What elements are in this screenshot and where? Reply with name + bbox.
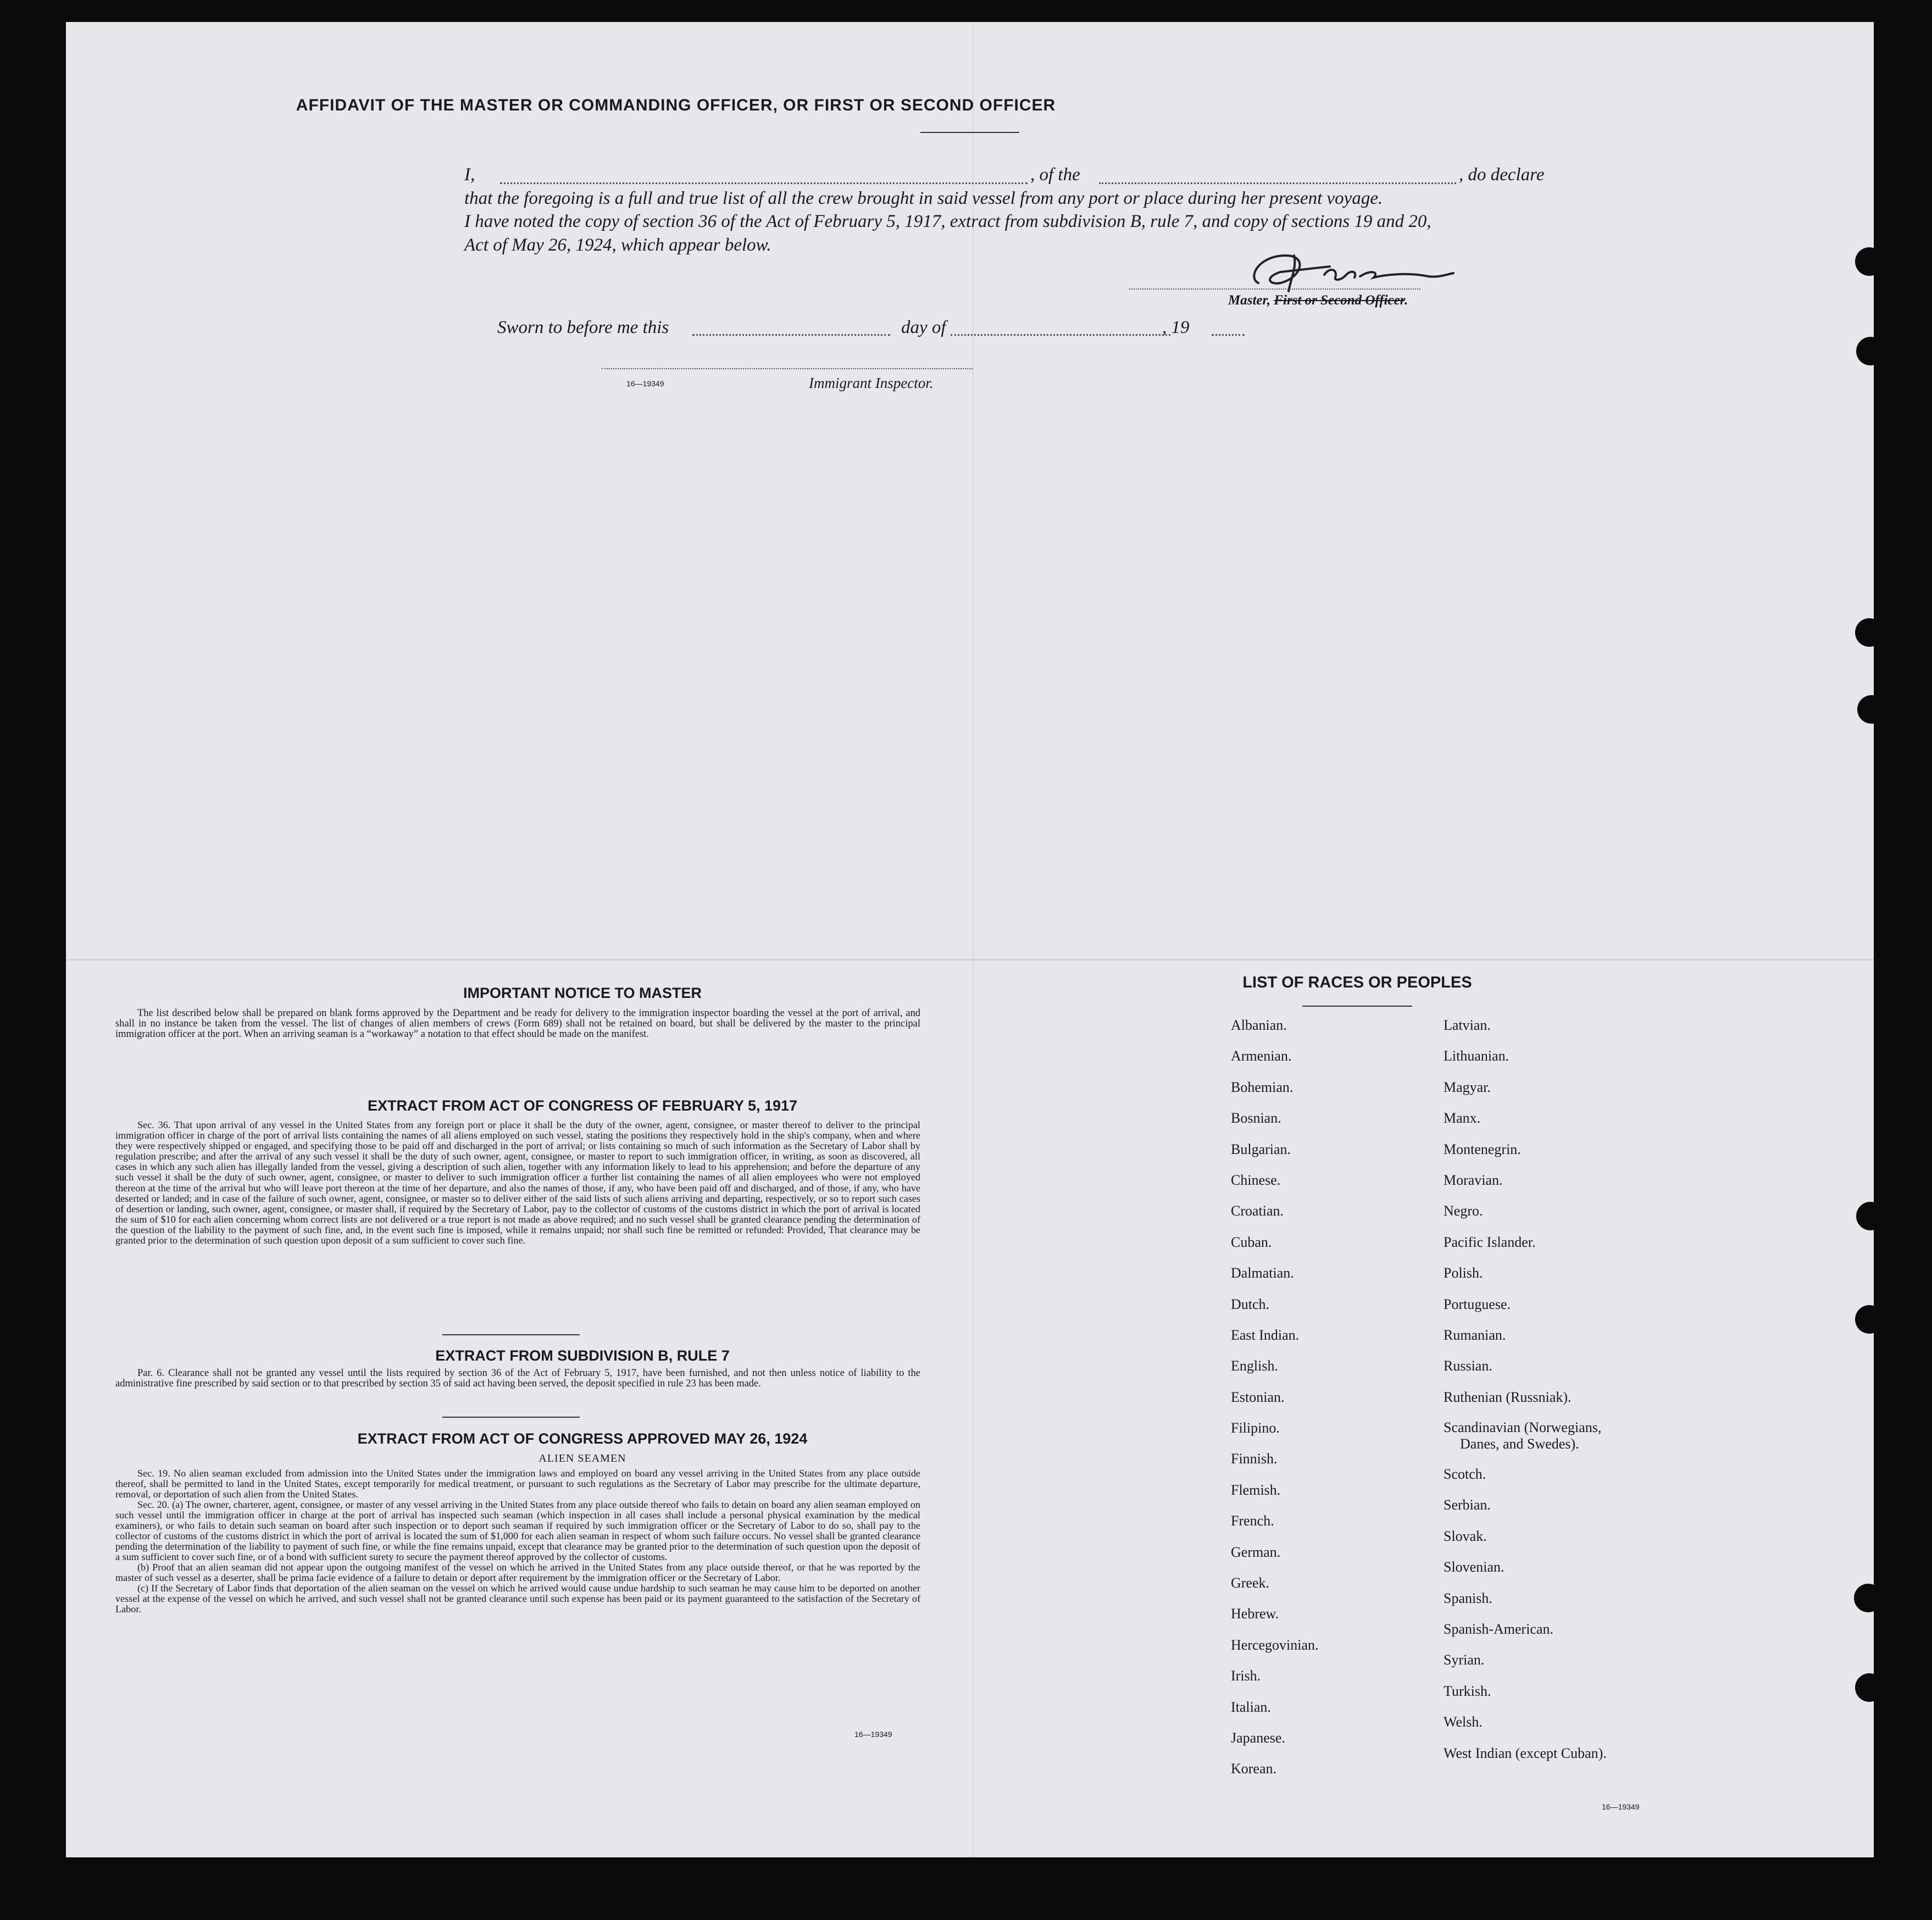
fold-line-horizontal (66, 959, 1874, 961)
sworn-day-blank (692, 334, 890, 336)
affidavit-form-number: 16—19349 (626, 379, 664, 388)
race-item: Greek. (1231, 1575, 1270, 1591)
race-item: Slovenian. (1444, 1559, 1504, 1575)
race-item: Filipino. (1231, 1420, 1280, 1436)
race-item: Japanese. (1231, 1729, 1285, 1746)
race-item: Magyar. (1444, 1079, 1491, 1095)
notice-text: The list described below shall be prepared on blank forms approved by the Department and be ready for delivery to the immigration inspector boarding the vessel at the port of arrival, and shall in no instance be taken from the vessel. The list of changes of alien members of crews (Form 689) shall not be retained on board, but shall be delivered by the master to the principal immigration officer at the port. When an arriving seaman is a “workaway” a notation to that effect should be made on the manifest. (115, 1008, 920, 1040)
affidavit-statement-line-1: that the foregoing is a full and true list of all the crew brought in said vessel from any port or place during her present voyage. (464, 188, 1383, 208)
races-title: LIST OF RACES OR PEOPLES (1242, 974, 1472, 991)
extract-1924-form-number: 16—19349 (854, 1730, 892, 1739)
sworn-day-of: day of (901, 318, 946, 337)
section-rule (442, 1334, 580, 1335)
race-item: West Indian (except Cuban). (1444, 1745, 1607, 1761)
punch-hole (1855, 1673, 1874, 1702)
notice-title: IMPORTANT NOTICE TO MASTER (463, 985, 702, 1001)
extract-1924-title: EXTRACT FROM ACT OF CONGRESS APPROVED MAY 26, 1924 (357, 1430, 808, 1447)
punch-hole (1856, 337, 1874, 365)
race-item: Serbian. (1444, 1497, 1491, 1513)
race-item: Irish. (1231, 1668, 1261, 1684)
race-item: Pacific Islander. (1444, 1234, 1536, 1250)
race-item: Albanian. (1231, 1017, 1287, 1033)
race-item: Lithuanian. (1444, 1048, 1509, 1064)
punch-hole (1855, 247, 1874, 276)
section-rule (442, 1417, 580, 1418)
race-item: Scandinavian (Norwegians, Danes, and Swedes). (1444, 1419, 1602, 1452)
race-item: Manx. (1444, 1110, 1481, 1127)
affidavit-statement-line-3: Act of May 26, 1924, which appear below. (464, 235, 771, 255)
race-item: Rumanian. (1444, 1327, 1506, 1343)
affidavit-do-declare: , do declare (1459, 165, 1545, 185)
sworn-year-blank (1212, 334, 1245, 336)
sworn-year-prefix: , 19 (1162, 318, 1190, 337)
race-item: Montenegrin. (1444, 1141, 1521, 1157)
race-item: Armenian. (1231, 1048, 1292, 1064)
race-item: Spanish-American. (1444, 1621, 1554, 1638)
punch-hole (1854, 1584, 1874, 1612)
race-item: Italian. (1231, 1699, 1271, 1715)
race-item: Korean. (1231, 1761, 1277, 1777)
race-item: Portuguese. (1444, 1296, 1511, 1312)
race-item: Syrian. (1444, 1652, 1485, 1668)
punch-hole (1856, 1202, 1874, 1230)
affidavit-of-the: , of the (1030, 165, 1080, 185)
race-item: Hebrew. (1231, 1606, 1279, 1622)
punch-hole (1857, 695, 1874, 724)
inspector-blank (602, 368, 973, 369)
race-item: Dutch. (1231, 1296, 1270, 1312)
race-item: Bohemian. (1231, 1079, 1293, 1095)
affidavit-i-prefix: I, (464, 165, 475, 185)
races-title-rule (1302, 1006, 1412, 1007)
rule7-text: Par. 6. Clearance shall not be granted any vessel until the lists required by section 36 of the Act of February 5, 1917, have been furnished, and not then unless notice of liability to the administrative fine prescribed by said section or to that prescribed by section 35 of said act having been served, the deposit specified in rule 23 has been made. (115, 1368, 920, 1389)
race-item: Bosnian. (1231, 1110, 1281, 1127)
race-item: Finnish. (1231, 1451, 1278, 1467)
extract-1917-title: EXTRACT FROM ACT OF CONGRESS OF FEBRUARY 5, 1917 (367, 1097, 798, 1114)
signature-caption: Master, First or Second Officer. (1228, 293, 1408, 308)
race-item: Bulgarian. (1231, 1141, 1291, 1157)
title-rule (920, 132, 1019, 133)
race-item: Polish. (1444, 1265, 1483, 1281)
race-item: Moravian. (1444, 1172, 1503, 1188)
extract-1924-text: Sec. 19. No alien seaman excluded from admission into the United States under the immigration laws and employed on board any vessel arriving in the United States from any place outside thereof, shall be permitted to land in the United States, except temporarily for medical treatment, or pursuant to such regulations as the Secretary of Labor may prescribe for the ultimate departure, removal, or deportation of such alien from the United States. Sec. 20. (a) The owner, charterer, agent, consignee, or master of any vessel arriving in the United States from any place outside thereof who fails to detain on board any alien seaman employed on such vessel until the immigration officer in charge at the port of arrival has inspected such seaman (which inspection in all cases shall include a personal physical examination by the medical examiners), or who fails to detain such seaman on board after such inspection or to deport such seaman if required by such immigration officer or the Secretary of Labor to do so, shall pay to the collector of customs of the customs district in which the port of arrival is located the sum of $1,000 for each alien seaman in respect of whom such failure occurs. No vessel shall be granted clearance pending the determination of the liability to payment of such fine, or while the fine remains unpaid, except that clearance may be granted prior to the determination of such question upon the deposit of a sum sufficient to cover such fine, or of a bond with sufficient surety to secure the payment thereof approved by the collector of customs. (b) Proof that an alien seaman did not appear upon the outgoing manifest of the vessel on which he arrived in the United States from any place outside thereof, or that he was reported by the master of such vessel as a deserter, shall be prima facie evidence of a failure to detain or deport after requirement by the immigration officer or the Secretary of Labor. (c) If the Secretary of Labor finds that deportation of the alien seaman on the vessel on which he arrived would cause undue hardship to such seaman he may cause him to be deported on another vessel at the expense of the vessel on which he arrived, and such vessel shall not be granted clearance until such expense has been paid or its payment guaranteed to the satisfaction of the Secretary of Labor. (115, 1468, 920, 1614)
race-item: Welsh. (1444, 1714, 1483, 1730)
document-page (66, 22, 1874, 1857)
punch-hole (1855, 618, 1874, 647)
rule7-title: EXTRACT FROM SUBDIVISION B, RULE 7 (435, 1347, 730, 1364)
signature-blank (1129, 288, 1420, 290)
race-item: Slovak. (1444, 1528, 1487, 1544)
races-right-column (1444, 1017, 1607, 1775)
race-item: East Indian. (1231, 1327, 1300, 1343)
extract-1917-text: Sec. 36. That upon arrival of any vessel in the United States from any foreign port or place it shall be the duty of the owner, agent, consignee, or master thereof to deliver to the principal immigration officer in charge of the port of arrival lists containing the names of all aliens employed on such vessel, stating the positions they respectively hold in the ship's company, when and where they were respectively shipped or engaged, and specifying those to be paid off and discharged in the port of arrival; or lists containing so much of such information as the Secretary of Labor shall by regulation prescribe; and after the arrival of any such vessel it shall be the duty of such owner, agent, consignee, or master to report to such immigration officer, in writing, as soon as discovered, all cases in which any such alien has illegally landed from the vessel, giving a description of such alien, together with any information likely to lead to his apprehension; and before the departure of any such vessel it shall be the duty of such owner, agent, consignee, or master to deliver to such immigration officer a further list containing the names of all alien employees who were not employed thereon at the time of the arrival but who will leave port thereon at the time of her departure, and also the names of those, if any, who have been paid off and discharged, and of those, if any, who have deserted or landed; and in case of the failure of such owner, agent, consignee, or master so to deliver either of the said lists of such aliens arriving and departing, respectively, or so to report such cases of desertion or landing, such owner, agent, consignee, or master shall, if required by the Secretary of Labor, pay to the collector of customs of the customs district in which the port of arrival is located the sum of $10 for each alien concerning whom correct lists are not delivered or a true report is not made as above required; and no such vessel shall be granted clearance pending the determination of the question of the liability to the payment of such fine, and, in the event such fine is imposed, while it remains unpaid; nor shall such fine be remitted or refunded: Provided, That clearance may be granted prior to the determination of such question upon deposit of a sum sufficient to cover such fine. (115, 1119, 920, 1246)
race-item: Chinese. (1231, 1172, 1281, 1188)
affidavit-title: AFFIDAVIT OF THE MASTER OR COMMANDING OFFICER, OR FIRST OR SECOND OFFICER (296, 96, 1056, 114)
name-blank (500, 182, 1028, 184)
race-item: Hercegovinian. (1231, 1636, 1319, 1653)
fold-line-vertical (973, 22, 974, 1857)
race-item: Turkish. (1444, 1683, 1491, 1699)
affidavit-statement-line-2: I have noted the copy of section 36 of the Act of February 5, 1917, extract from subdivision B, rule 7, and copy of sections 19 and 20, (464, 212, 1431, 231)
vessel-blank (1099, 182, 1456, 184)
race-item: German. (1231, 1544, 1281, 1560)
race-item: Scotch. (1444, 1466, 1486, 1483)
alien-seamen-subtitle: ALIEN SEAMEN (538, 1452, 626, 1464)
race-item: Croatian. (1231, 1203, 1284, 1219)
race-item: Latvian. (1444, 1017, 1491, 1033)
inspector-label: Immigrant Inspector. (809, 375, 934, 391)
races-left-column (1231, 1017, 1319, 1791)
race-item: Dalmatian. (1231, 1265, 1294, 1281)
races-form-number: 16—19349 (1602, 1802, 1640, 1811)
punch-hole (1855, 1305, 1874, 1334)
race-item: Flemish. (1231, 1481, 1281, 1498)
race-item: French. (1231, 1513, 1274, 1529)
race-item: Negro. (1444, 1203, 1483, 1219)
race-item: Spanish. (1444, 1590, 1492, 1606)
sworn-prefix: Sworn to before me this (497, 318, 669, 337)
race-item: Estonian. (1231, 1389, 1285, 1405)
race-item: Cuban. (1231, 1234, 1272, 1250)
race-item: English. (1231, 1358, 1278, 1374)
sworn-month-blank (951, 334, 1170, 336)
race-item: Russian. (1444, 1358, 1492, 1374)
race-item: Ruthenian (Russniak). (1444, 1389, 1572, 1405)
